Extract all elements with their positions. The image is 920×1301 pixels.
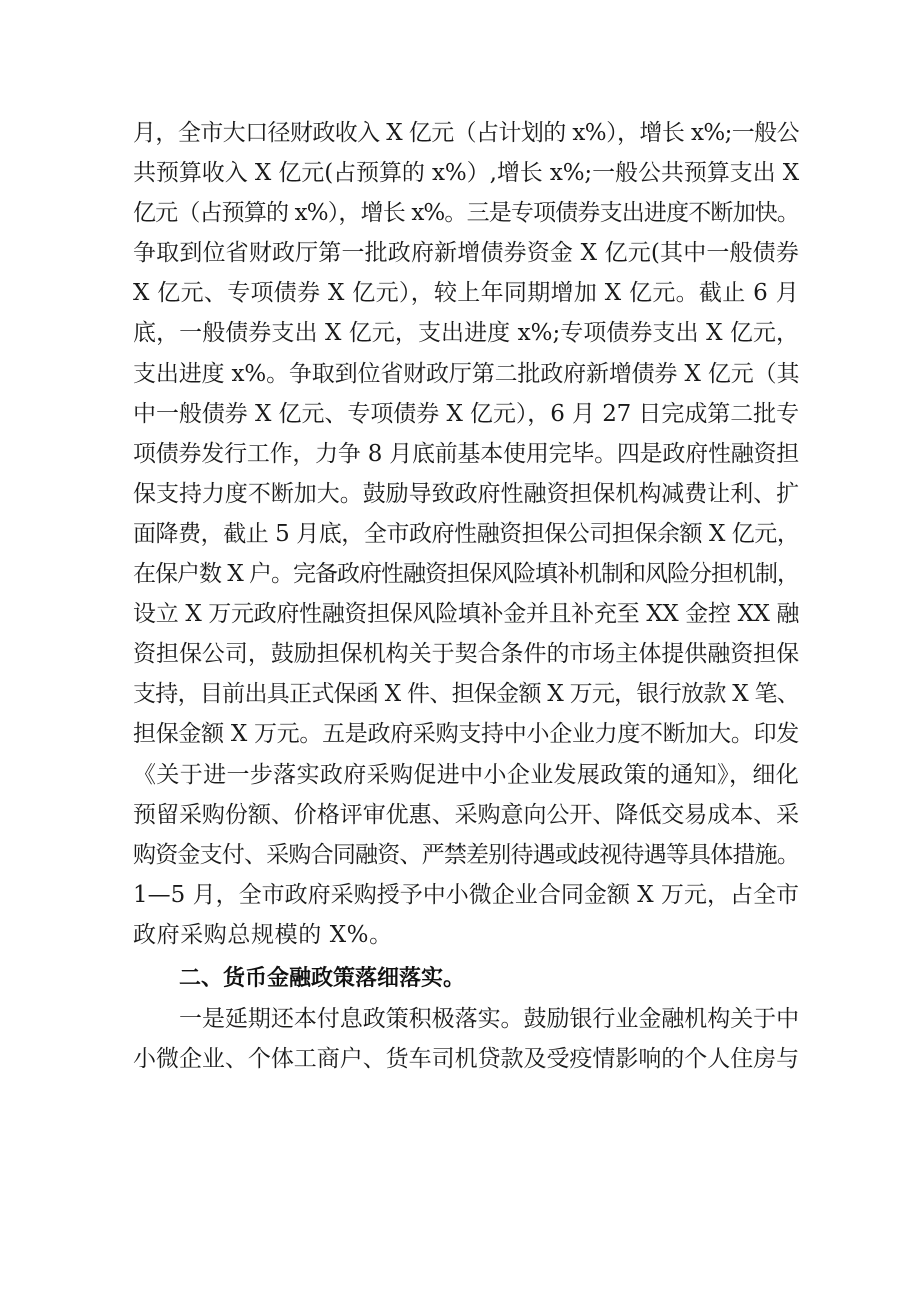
text-line: 1—5 月，全市政府采购授予中小微企业合同金额 X 万元，占全市 xyxy=(133,881,799,908)
text-line: 共预算收入 X 亿元(占预算的 x%）,增长 x%;一般公共预算支出 X xyxy=(133,160,799,187)
text-line: 支持，目前出具正式保函 X 件、担保金额 X 万元，银行放款 X 笔、 xyxy=(133,681,799,708)
text-line: 担保金额 X 万元。五是政府采购支持中小企业力度不断加大。印发 xyxy=(133,721,799,748)
paragraph-fiscal-policy xyxy=(133,113,799,955)
text-line: X 亿元、专项债券 X 亿元），较上年同期增加 X 亿元。截止 6 月 xyxy=(133,280,799,307)
text-line: 中一般债券 X 亿元、专项债券 X 亿元），6 月 27 日完成第二批专 xyxy=(133,400,799,427)
text-line: 亿元（占预算的 x%），增长 x%。三是专项债券支出进度不断加快。 xyxy=(133,200,799,227)
text-line: 一是延期还本付息政策积极落实。鼓励银行业金融机构关于中 xyxy=(179,1006,799,1033)
text-line: 《关于进一步落实政府采购促进中小企业发展政策的通知》，细化 xyxy=(133,761,799,788)
text-line: 政府采购总规模的 X%。 xyxy=(133,921,393,948)
text-line: 预留采购份额、价格评审优惠、采购意向公开、降低交易成本、采 xyxy=(133,801,799,828)
document-body xyxy=(133,113,799,1079)
section-heading: 二、货币金融政策落细落实。 xyxy=(179,965,466,991)
text-line: 面降费，截止 5 月底，全市政府性融资担保公司担保余额 X 亿元， xyxy=(133,520,800,547)
text-line: 保支持力度不断加大。鼓励导致政府性融资担保机构减费让利、扩 xyxy=(133,480,799,507)
text-line: 在保户数 X 户。完备政府性融资担保风险填补机制和风险分担机制， xyxy=(133,561,799,588)
text-line: 支出进度 x%。争取到位省财政厅第二批政府新增债券 X 亿元（其 xyxy=(133,360,800,387)
paragraph-monetary-policy xyxy=(133,999,799,1079)
text-line: 设立 X 万元政府性融资担保风险填补金并且补充至 XX 金控 XX 融 xyxy=(133,601,799,628)
text-line: 小微企业、个体工商户、货车司机贷款及受疫情影响的个人住房与 xyxy=(133,1046,799,1073)
text-line: 购资金支付、采购合同融资、严禁差别待遇或歧视待遇等具体措施。 xyxy=(133,841,799,868)
text-line: 争取到位省财政厅第一批政府新增债券资金 X 亿元(其中一般债券 xyxy=(133,240,799,267)
text-line: 资担保公司，鼓励担保机构关于契合条件的市场主体提供融资担保 xyxy=(133,641,799,668)
text-line: 项债券发行工作，力争 8 月底前基本使用完毕。四是政府性融资担 xyxy=(133,440,799,467)
text-line: 月，全市大口径财政收入 X 亿元（占计划的 x%），增长 x%;一般公 xyxy=(133,120,799,146)
text-line: 底，一般债券支出 X 亿元，支出进度 x%;专项债券支出 X 亿元， xyxy=(133,320,799,347)
